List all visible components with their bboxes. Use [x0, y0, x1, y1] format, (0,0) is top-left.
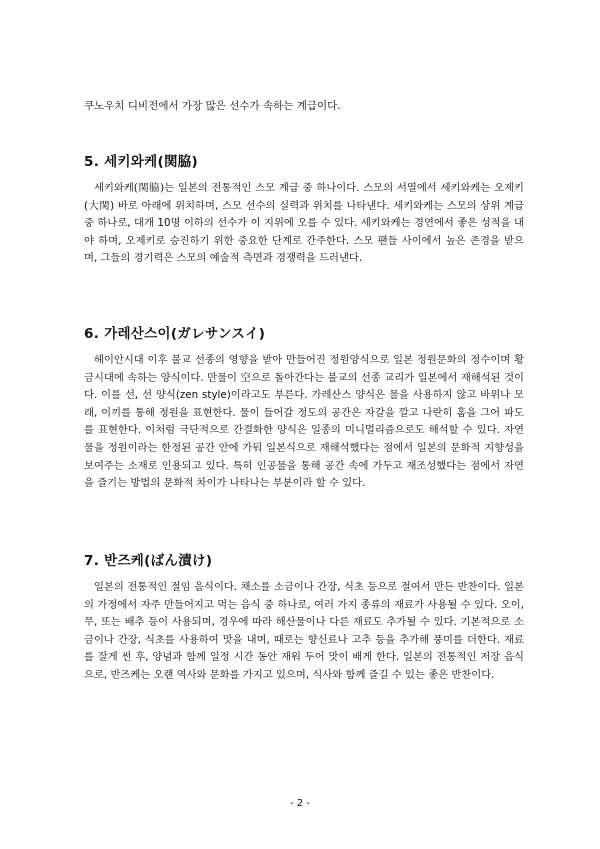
section-body: 일본의 전통적인 절임 음식이다. 채소를 소금이나 간장, 식초 등으로 절여서 만든 반찬이다. 일본의 가정에서 자주 만들어지고 먹는 음식 중 하나로, 여러 가지 종류의 재료가 사용될 수 있다. 오이, 무, 또는 배추 등이 사용되며, 경우에 따라 해산물이나 다른 재료도 추가될 수 있다. 기본적으로 소금이나 간장, 식초를 사용하여 맛을 내며, 때로는 향신료나 고추 등을 추가해 풍미를 더한다. 재료를 잘게 썬 후, 양념과 함께 일정 시간 동안 재워 두어 맛이 배게 한다. 일본의 전통적인 저장 음식으로, 반즈케는 오랜 역사와 문화를 가지고 있으며, 식사와 함께 즐길 수 있는 좋은 반찬이다. [84, 581, 524, 681]
section-banzuke [84, 549, 524, 685]
section-karesansui [84, 322, 524, 493]
lead-line: 쿠노우치 디비전에서 가장 많은 선수가 속하는 계급이다. [84, 100, 341, 112]
page-number: - 2 - [290, 798, 310, 809]
section-heading: 7. 반즈케(ばん漬け) [84, 553, 213, 569]
section-body: 헤이안시대 이후 불교 선종의 영향을 받아 만들어진 정원양식으로 일본 정원문화의 정수이며 황금시대에 속하는 양식이다. 만물이 空으로 돌아간다는 불교의 선종 교리가 일본에서 재해석된 것이다. 이를 선, 선 양식(zen style)이라고도 부른다. 가레산스 양식은 물을 사용하지 않고 바위나 모래, 이끼를 통해 정원을 표현한다. 물이 들어갈 정도의 공간은 자갈을 깔고 나란히 홈을 그어 파도를 표현한다. 이처럼 극단적으로 간결화한 양식은 일종의 미니멀리즘으로도 해석할 수 있다. 자연물을 정원이라는 한정된 공간 안에 가둬 일본식으로 재해석했다는 점에서 일본의 문화적 지향성을 보여주는 소재로 인용되고 있다. 특히 인공물을 통해 공간 속에 가두고 재조성했다는 점에서 자연을 즐기는 방법의 문화적 차이가 나타나는 부분이라 할 수 있다. [84, 354, 524, 490]
section-heading: 6. 가레산스이(ガレサンスイ) [84, 326, 266, 342]
section-sekiwake [84, 150, 524, 268]
section-body: 세키와케(関脇)는 일본의 전통적인 스모 계급 중 하나이다. 스모의 서열에서 세키와케는 오제키(大関) 바로 아래에 위치하며, 스모 선수의 실력과 위치를 나타낸다. 세키와케는 스모의 상위 계급 중 하나로, 대개 10명 이하의 선수가 이 지위에 오를 수 있다. 세키와케는 경연에서 좋은 성적을 내야 하며, 오제키로 승진하기 위한 중요한 단계로 간주한다. 스모 팬들 사이에서 높은 존경을 받으며, 그들의 경기력은 스모의 예술적 측면과 경쟁력을 드러낸다. [84, 182, 524, 265]
section-heading: 5. 세키와케(関脇) [84, 154, 199, 170]
